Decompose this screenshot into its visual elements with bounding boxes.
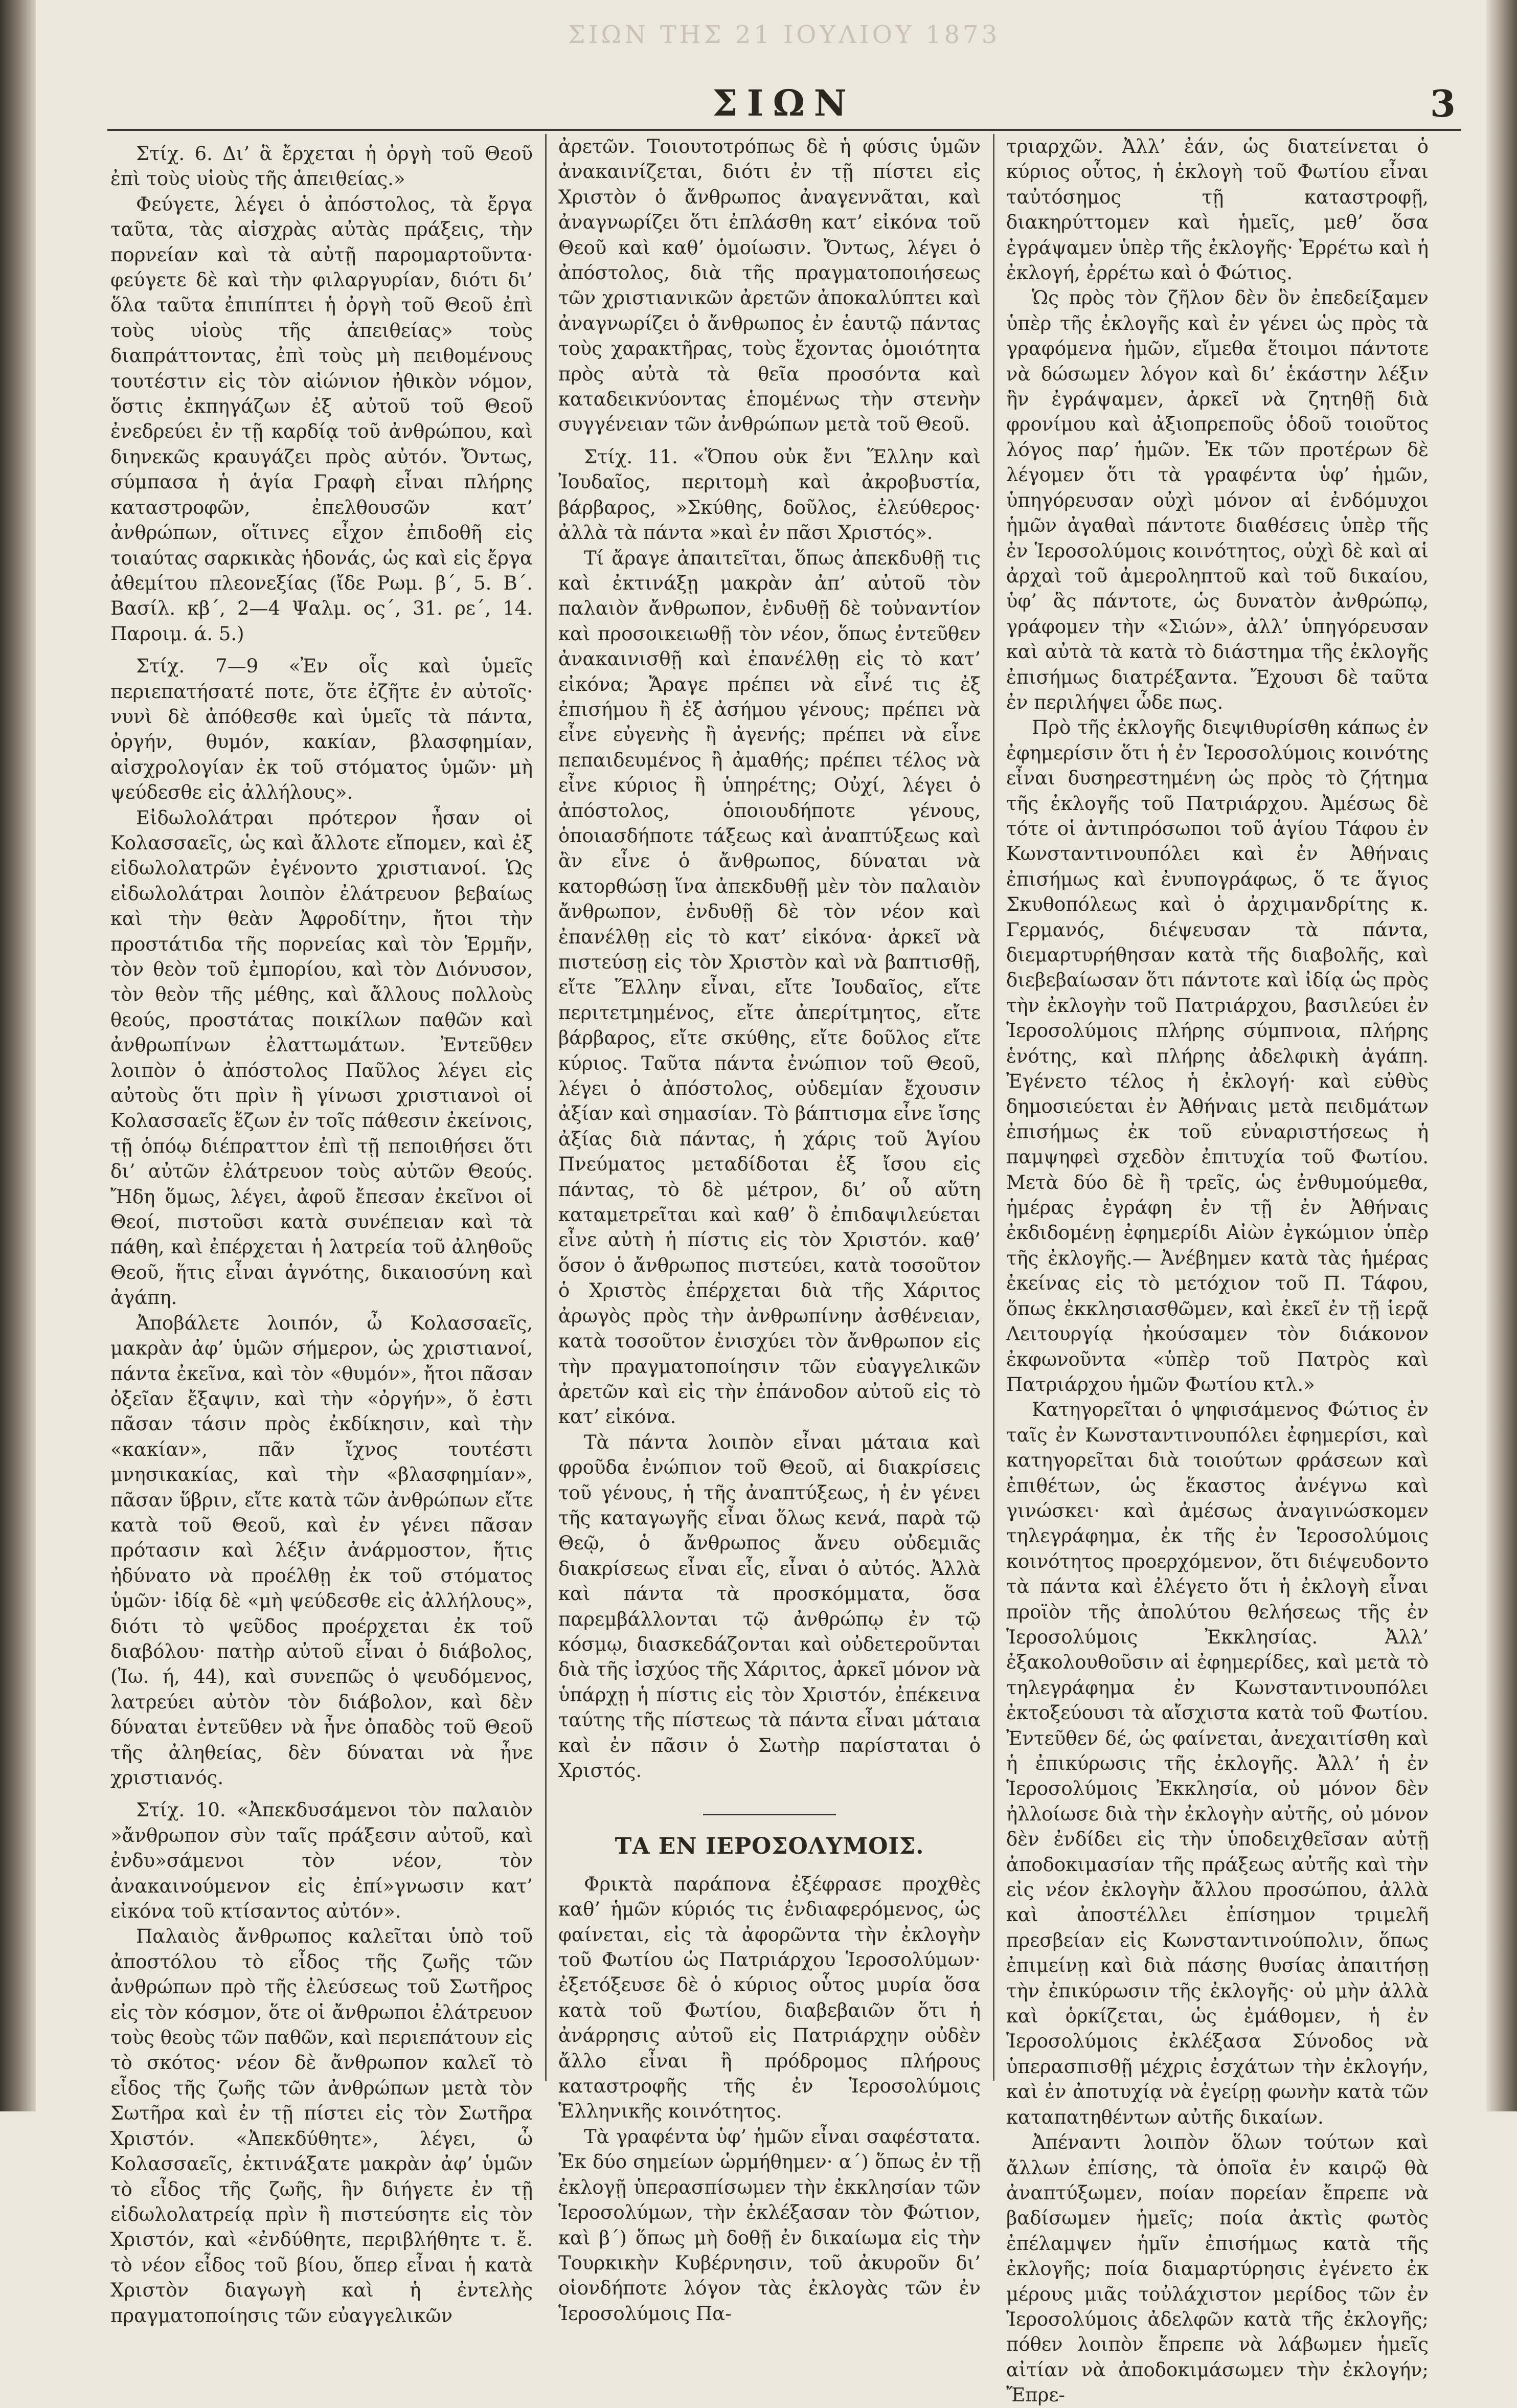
paragraph: Τὰ γραφέντα ὑφ’ ἡμῶν εἶναι σαφέστατα. Ἐκ δύο σημείων ὡρμήθημεν· α΄) ὅπως ἐν τῇ ἐκλογῇ ὑπερασπίσωμεν τὴν ἐκκλησίαν τῶν Ἱεροσολύμων, τὴν ἐκλέξασαν τὸν Φώτιον, καὶ β΄) ὅπως μὴ δοθῇ ἐν δικαίωμα εἰς τὴν Τουρκικὴν Κυβέρνησιν, τοῦ ἀκυροῦν δι’ οἱονδήποτε λόγον τὰς ἐκλογὰς τῶν ἐν Ἱεροσολύμοις Πα- <box>558 2125 981 2325</box>
newspaper-title: ΣΙΩΝ <box>712 82 856 124</box>
verse-11: Στίχ. 11. «Ὅπου οὐκ ἔνι Ἕλλην καὶ Ἰουδαῖος, περιτομὴ καὶ ἀκροβυστία, βάρβαρος, »Σκύθης, δοῦλος, ἐλεύθερος· ἀλλὰ τὰ πάντα »καὶ ἐν πᾶσι Χριστός». <box>558 445 981 544</box>
paragraph: Πρὸ τῆς ἐκλογῆς διεψιθυρίσθη κάπως ἐν ἐφημερίσιν ὅτι ἡ ἐν Ἱεροσολύμοις κοινότης εἶναι δυσηρεστημένη ὡς πρὸς τὸ ζήτημα τῆς ἐκλογῆς τοῦ Πατριάρχου. Ἀμέσως δὲ τότε οἱ ἀντιπρόσωποι τοῦ ἁγίου Τάφου ἐν Κωνσταντινουπόλει καὶ ἐν Ἀθήναις ἐπισήμως καὶ ἐνυπογράφως, ὅ τε ἅγιος Σκυθοπόλεως καὶ ὁ ἀρχιμανδρίτης κ. Γερμανός, διέψευσαν τὰ πάντα, διεμαρτυρήθησαν κατὰ τῆς διαβολῆς, καὶ διεβεβαίωσαν ὅτι πάντοτε καὶ ἰδίᾳ ὡς πρὸς τὴν ἐκλογὴν τοῦ Πατριάρχου, βασιλεύει ἐν Ἱεροσολύμοις πλήρης σύμπνοια, πλήρης ἑνότης, καὶ πλήρης ἀδελφικὴ ἀγάπη. Ἐγένετο τέλος ἡ ἐκλογή· καὶ εὐθὺς δημοσιεύεται ἐν Ἀθήναις μετὰ πειδμάτων ἐπισήμως ἐκ τοῦ εὐναριστήσεως ἡ παμψηφεὶ σχεδὸν ἐπιτυχία τοῦ Φωτίου. Μετὰ δύο δὲ ἢ τρεῖς, ὡς ἐνθυμούμεθα, ἡμέρας ἐγράφη ἐν τῇ ἐν Ἀθήναις ἐκδιδομένῃ ἐφημερίδι Αἰὼν ἐγκώμιον ὑπὲρ τῆς ἐκλογῆς.— Ἀνέβημεν κατὰ τὰς ἡμέρας ἐκείνας εἰς τὸ μετόχιον τοῦ Π. Τάφου, ὅπως ἐκκλησιασθῶμεν, καὶ ἐκεῖ ἐν τῇ ἱερᾷ Λειτουργίᾳ ἠκούσαμεν τὸν διάκονον ἐκφωνοῦντα «ὑπὲρ τοῦ Πατρὸς καὶ Πατριάρχου ἡμῶν Φωτίου κτλ.» <box>1006 716 1429 1396</box>
column-divider-1 <box>545 134 547 2081</box>
paragraph: Φρικτὰ παράπονα ἐξέφρασε προχθὲς καθ’ ἡμῶν κύριός τις ἐνδιαφερόμενος, ὡς φαίνεται, εἰς τὰ ἀφορῶντα τὴν ἐκλογὴν τοῦ Φωτίου ὡς Πατριάρχου Ἱεροσολύμων· ἐξετόξευσε δὲ ὁ κύριος οὗτος μυρία ὅσα κατὰ τοῦ Φωτίου, διαβεβαιῶν ὅτι ἡ ἀνάρρησις αὐτοῦ εἰς Πατριάρχην οὐδὲν ἄλλο εἶναι ἢ πρόδρομος πλήρους καταστροφῆς τῆς ἐν Ἱεροσολύμοις Ἑλληνικῆς κοινότητος. <box>558 1873 981 2123</box>
verse-10: Στίχ. 10. «Ἀπεκδυσάμενοι τὸν παλαιὸν »ἄνθρωπον σὺν ταῖς πράξεσιν αὐτοῦ, καὶ ἐνδυ»σάμενοι τὸν νέον, τὸν ἀνακαινούμενον εἰς ἐπί»γνωσιν κατ’ εἰκόνα τοῦ κτίσαντος αὐτόν». <box>110 1799 533 1923</box>
column-divider-2 <box>993 134 994 2081</box>
paragraph: Τί ἄραγε ἀπαιτεῖται, ὅπως ἀπεκδυθῇ τις καὶ ἐκτινάξῃ μακρὰν ἀπ’ αὐτοῦ τὸν παλαιὸν ἄνθρωπον, ἐνδυθῇ δὲ τοὐναντίον καὶ προσοικειωθῇ τὸν νέον, ὅπως ἐντεῦθεν ἀνακαινισθῇ καὶ ἐπανέλθῃ εἰς τὸ κατ’ εἰκόνα; Ἄραγε πρέπει νὰ εἶνέ τις ἐξ ἐπισήμου ἢ ἐξ ἀσήμου γένους; πρέπει νὰ εἶνε εὐγενὴς ἢ ἀγενής; πρέπει νὰ εἶνε πεπαιδευμένος ἢ ἀμαθής; πρέπει τέλος νὰ εἶνε κύριος ἢ ὑπηρέτης; Οὐχί, λέγει ὁ ἀπόστολος, ὁποιουδήποτε γένους, ὁποιασδήποτε τάξεως καὶ ἀναπτύξεως καὶ ἂν εἶνε ὁ ἄνθρωπος, δύναται νὰ κατορθώσῃ ἵνα ἀπεκδυθῇ μὲν τὸν παλαιὸν ἄνθρωπον, ἐνδυθῇ δὲ τὸν νέον καὶ ἐπανέλθῃ εἰς τὸ κατ’ εἰκόνα· ἀρκεῖ νὰ πιστεύσῃ εἰς τὸν Χριστὸν καὶ νὰ βαπτισθῇ, εἴτε Ἕλλην εἶναι, εἴτε Ἰουδαῖος, εἴτε περιτετμημένος, εἴτε ἀπερίτμητος, εἴτε βάρβαρος, εἴτε σκύθης, εἴτε δοῦλος εἴτε κύριος. Ταῦτα πάντα ἐνώπιον τοῦ Θεοῦ, λέγει ὁ ἀπόστολος, οὐδεμίαν ἔχουσιν ἀξίαν καὶ σημασίαν. Τὸ βάπτισμα εἶνε ἴσης ἀξίας διὰ πάντας, ἡ χάρις τοῦ Ἁγίου Πνεύματος μεταδίδοται ἐξ ἴσου εἰς πάντας, τὸ δὲ μέτρον, δι’ οὗ αὕτη καταμετρεῖται καὶ καθ’ ὃ ἐπιδαψιλεύεται εἶνε αὐτὴ ἡ πίστις εἰς τὸν Χριστόν. καθ’ ὅσον ὁ ἄνθρωπος πιστεύει, κατὰ τοσοῦτον ὁ Χριστὸς ἐπέρχεται διὰ τῆς Χάριτος ἀρωγὸς πρὸς τὴν ἀνθρωπίνην ἀσθένειαν, κατὰ τοσοῦτον ἐνισχύει τὸν ἄνθρωπον εἰς τὴν πραγματοποίησιν τῶν εὐαγγελικῶν ἀρετῶν καὶ εἰς τὴν ἐπάνοδον αὐτοῦ εἰς τὸ κατ’ εἰκόνα. <box>558 547 981 1428</box>
verse-6: Στίχ. 6. Δι’ ἃ ἔρχεται ἡ ὀργὴ τοῦ Θεοῦ ἐπὶ τοὺς υἱοὺς τῆς ἀπειθείας.» <box>110 143 533 190</box>
paragraph: Κατηγορεῖται ὁ ψηφισάμενος Φώτιος ἐν ταῖς ἐν Κωνσταντινουπόλει ἐφημερίσι, καὶ κατηγορεῖται διὰ τοιούτων φράσεων καὶ ἐπιθέτων, ὡς ἕκαστος ἀνέγνω καὶ γινώσκει· καὶ ἀμέσως ἀναγινώσκομεν τηλεγράφημα, ἐκ τῆς ἐν Ἱεροσολύμοις κοινότητος προερχόμενον, ὅτι διέψευδοντο τὰ πάντα καὶ ἐλέγετο ὅτι ἡ ἐκλογὴ εἶναι προϊὸν τῆς ἀπολύτου θελήσεως τῆς ἐν Ἱεροσολύμοις Ἐκκλησίας. Ἀλλ’ ἐξακολουθοῦσιν αἱ ἐφημερίδες, καὶ μετὰ τὸ τηλεγράφημα ἐν Κωνσταντινουπόλει ἐκτοξεύουσι τὰ αἴσχιστα κατὰ τοῦ Φωτίου. Ἐντεῦθεν δέ, ὡς φαίνεται, ἀνεχαιτίσθη καὶ ἡ ἐπικύρωσις τῆς ἐκλογῆς. Ἀλλ’ ἡ ἐν Ἱεροσολύμοις Ἐκκλησία, οὐ μόνον δὲν ἠλλοίωσε διὰ τὴν ἐκλογὴν αὐτῆς, οὐ μόνον δὲν ἐνδίδει εἰς τὴν ὑποδειχθεῖσαν αὐτῇ ἀποδοκιμασίαν τῆς πράξεως αὐτῆς καὶ τὴν εἰς νέον ἐκλογὴν ἄλλου προσώπου, ἀλλὰ καὶ ἀποστέλλει ἐπίσημον τριμελῆ πρεσβείαν εἰς Κωνσταντινούπολιν, ὅπως ἐπιμείνῃ καὶ διὰ πάσης θυσίας ἀπαιτήσῃ τὴν ἐπικύρωσιν τῆς ἐκλογῆς· οὐ μὴν ἀλλὰ καὶ ὁρκίζεται, ὡς ἐμάθομεν, ἡ ἐν Ἱεροσολύμοις ἐκλέξασα Σύνοδος νὰ ὑπερασπισθῇ μέχρις ἐσχάτων τὴν ἐκλογήν, καὶ ἐν ἀποτυχίᾳ νὰ ἐγείρῃ φωνὴν κατὰ τῶν καταπατηθέντων αὐτῆς δικαίων. <box>1006 1399 1429 2128</box>
paragraph: Ἀποβάλετε λοιπόν, ὦ Κολασσαεῖς, μακρὰν ἀφ’ ὑμῶν σήμερον, ὡς χριστιανοί, πάντα ἐκεῖνα, καὶ τὸν «θυμόν», ἤτοι πᾶσαν ὀξεῖαν ἔξαψιν, καὶ τὴν «ὀργήν», ὅ ἐστι πᾶσαν τάσιν πρὸς ἐκδίκησιν, καὶ τὴν «κακίαν», πᾶν ἴχνος τουτέστι μνησικακίας, καὶ τὴν «βλασφημίαν», πᾶσαν ὕβριν, εἴτε κατὰ τῶν ἀνθρώπων εἴτε κατὰ τοῦ Θεοῦ, καὶ ἐν γένει πᾶσαν πρότασιν καὶ λέξιν ἀνάρμοστον, ἥτις ἠδύνατο νὰ προέλθῃ ἐκ τοῦ στόματος ὑμῶν· ἰδίᾳ δὲ «μὴ ψεύδεσθε εἰς ἀλλήλους», διότι τὸ ψεῦδος προέρχεται ἐκ τοῦ διαβόλου· πατὴρ αὐτοῦ εἶναι ὁ διάβολος, (Ἰω. ή, 44), καὶ συνεπῶς ὁ ψευδόμενος, λατρεύει αὐτὸν τὸν διάβολον, καὶ δὲν δύναται ἐντεῦθεν νὰ ἦνε ὀπαδὸς τοῦ Θεοῦ τῆς ἀληθείας, δὲν δύναται νὰ ἦνε χριστιανός. <box>110 1312 533 1789</box>
paragraph: Φεύγετε, λέγει ὁ ἀπόστολος, τὰ ἔργα ταῦτα, τὰς αἰσχρὰς αὐτὰς πράξεις, τὴν πορνείαν καὶ τὰ αὐτῇ παρομαρτοῦντα· φεύγετε δὲ καὶ τὴν φιλαργυρίαν, διότι δι’ ὅλα ταῦτα ἐπιπίπτει ἡ ὀργὴ τοῦ Θεοῦ ἐπὶ τοὺς υἱοὺς τῆς ἀπειθείας» τοὺς διαπράττοντας, ἐπὶ τοὺς μὴ πειθομένους τουτέστιν εἰς τὸν αἰώνιον ἠθικὸν νόμον, ὅστις ἐκπηγάζων ἐξ αὐτοῦ τοῦ Θεοῦ ἐνεδρεύει ἐν τῇ καρδίᾳ τοῦ ἀνθρώπου, καὶ διηνεκῶς κραυγάζει πρὸς αὐτόν. Ὄντως, σύμπασα ἡ ἁγία Γραφὴ εἶναι πλήρης καταστροφῶν, ἐπελθουσῶν κατ’ ἀνθρώπων, οἵτινες εἶχον ἐπιδοθῆ εἰς τοιαύτας σαρκικὰς ἡδονάς, ὡς καὶ εἰς ἔργα ἀθεμίτου πλεονεξίας (ἴδε Ρωμ. β΄, 5. Β΄. Βασίλ. κβ΄, 2—4 Ψαλμ. ος΄, 31. ρε΄, 14. Παροιμ. ά. 5.) <box>110 193 533 645</box>
paragraph: Ὡς πρὸς τὸν ζῆλον δὲν ὃν ἐπεδείξαμεν ὑπὲρ τῆς ἐκλογῆς καὶ ἐν γένει ὡς πρὸς τὰ γραφόμενα ἡμῶν, εἴμεθα ἕτοιμοι πάντοτε νὰ δώσωμεν λόγον καὶ δι’ ἑκάστην λέξιν ἣν ἐγράψαμεν, ἀρκεῖ νὰ ζητηθῇ διὰ φρονίμου καὶ ἀξιοπρεποῦς ὁδοῦ τοιοῦτος λόγος παρ’ ἡμῶν. Ἐκ τῶν προτέρων δὲ λέγομεν ὅτι τὰ γραφέντα ὑφ’ ἡμῶν, ὑπηγόρευσαν οὐχὶ μόνον αἱ ἐνδόμυχοι ἡμῶν ἀγαθαὶ πάντοτε διαθέσεις ὑπὲρ τῆς ἐν Ἱεροσολύμοις κοινότητος, οὐχὶ δὲ καὶ αἱ ἀρχαὶ τοῦ ἀμεροληπτοῦ καὶ τοῦ δικαίου, ὑφ’ ἃς πάντοτε, ὡς δυνατὸν ἀνθρώπῳ, γράφομεν τὴν «Σιών», ἀλλ’ ὑπηγόρευσαν καὶ αὐτὰ τὰ κατὰ τὸ διάστημα τῆς ἐκλογῆς ἐπισήμως διατρέξαντα. Ἔχουσι δὲ ταῦτα ἐν περιλήψει ὧδε πως. <box>1006 287 1429 713</box>
paragraph: ἀρετῶν. Τοιουτοτρόπως δὲ ἡ φύσις ὑμῶν ἀνακαινίζεται, διότι ἐν τῇ πίστει εἰς Χριστὸν ὁ ἄνθρωπος ἀναγεννᾶται, καὶ ἀναγνωρίζει ὅτι ἐπλάσθη κατ’ εἰκόνα τοῦ Θεοῦ καὶ καθ’ ὁμοίωσιν. Ὄντως, λέγει ὁ ἀπόστολος, διὰ τῆς πραγματοποιήσεως τῶν χριστιανικῶν ἀρετῶν ἀποκαλύπτει καὶ ἀναγνωρίζει ὁ ἄνθρωπος ἐν ἑαυτῷ πάντας τοὺς χαρακτῆρας, τοὺς ἔχοντας ὁμοιότητα πρὸς αὐτὰ τὰ θεῖα προσόντα καὶ καταδεικνύοντας ἑπομένως τὴν στενὴν συγγένειαν τῶν ἀνθρώπων μετὰ τοῦ Θεοῦ. <box>558 136 981 436</box>
paragraph: Ἀπέναντι λοιπὸν ὅλων τούτων καὶ ἄλλων ἐπίσης, τὰ ὁποῖα ἐν καιρῷ θὰ ἀναπτύξωμεν, ποίαν πορείαν ἔπρεπε νὰ βαδίσωμεν ἡμεῖς; ποία ἀκτὶς φωτὸς ἐπέλαμψεν ἡμῖν ἐπισήμως κατὰ τῆς ἐκλογῆς; ποία διαμαρτύρησις ἐγένετο ἐκ μέρους μιᾶς τοὐλάχιστον μερίδος τῶν ἐν Ἱεροσολύμοις ἀδελφῶν κατὰ τῆς ἐκλογῆς; πόθεν λοιπὸν ἔπρεπε νὰ λάβωμεν ἡμεῖς αἰτίαν νὰ ἀποδοκιμάσωμεν τὴν ἐκλογήν; Ἔπρε- <box>1006 2131 1429 2406</box>
paragraph: τριαρχῶν. Ἀλλ’ ἐάν, ὡς διατείνεται ὁ κύριος οὗτος, ἡ ἐκλογὴ τοῦ Φωτίου εἶναι ταὐτόσημος τῇ καταστροφῇ, διακηρύττομεν καὶ ἡμεῖς, μεθ’ ὅσα ἐγράψαμεν ὑπὲρ τῆς ἐκλογῆς· Ἐρρέτω καὶ ἡ ἐκλογή, ἐρρέτω καὶ ὁ Φώτιος. <box>1006 136 1429 284</box>
column-2 <box>558 134 981 2325</box>
masthead <box>107 20 1461 128</box>
binding-shadow-left <box>0 0 36 2111</box>
paragraph: Παλαιὸς ἄνθρωπος καλεῖται ὑπὸ τοῦ ἀποστόλου τὸ εἶδος τῆς ζωῆς τῶν ἀνθρώπων πρὸ τῆς ἐλεύσεως τοῦ Σωτῆρος εἰς τὸν κόσμον, ὅτε οἱ ἄνθρωποι ἐλάτρευον τοὺς θεοὺς τῶν παθῶν, καὶ περιεπάτουν εἰς τὸ σκότος· νέον δὲ ἄνθρωπον καλεῖ τὸ εἶδος τῆς ζωῆς τῶν ἀνθρώπων μετὰ τὸν Σωτῆρα καὶ ἐν τῇ πίστει εἰς τὸν Σωτῆρα Χριστόν. «Ἀπεκδύθητε», λέγει, ὦ Κολασσαεῖς, ἐκτινάξατε μακρὰν ἀφ’ ὑμῶν τὸ εἶδος τῆς ζωῆς, ἣν διήγετε ἐν τῇ εἰδωλολατρείᾳ πρὶν ἢ πιστεύσητε εἰς τὸν Χριστόν, καὶ «ἐνδύθητε, περιβλήθητε τ. ἔ. τὸ νέον εἶδος τοῦ βίου, ὅπερ εἶναι ἡ κατὰ Χριστὸν διαγωγὴ καὶ ἡ ἐντελὴς πραγματοποίησις τῶν εὐαγγελικῶν <box>110 1925 533 2327</box>
column-3 <box>1006 134 1429 2406</box>
bleed-through-text: ΣΙΩΝ ΤΗΣ 21 ΙΟΥΛΙΟΥ 1873 <box>568 20 1001 49</box>
header-rule <box>107 129 1461 131</box>
section-heading: ΤΑ ΕΝ ΙΕΡΟΣΟΛΥΜΟΙΣ. <box>615 1833 924 1860</box>
binding-shadow-right <box>1486 0 1517 2111</box>
section-separator <box>703 1814 836 1815</box>
column-1 <box>110 134 533 2327</box>
paragraph: Τὰ πάντα λοιπὸν εἶναι μάταια καὶ φροῦδα ἐνώπιον τοῦ Θεοῦ, αἱ διακρίσεις τοῦ γένους, ἡ τῆς ἀναπτύξεως, ἡ ἐν γένει τῆς καταγωγῆς εἶναι ὅλως κενά, παρὰ τῷ Θεῷ, ὁ ἄνθρωπος ἄνευ οὐδεμιᾶς διακρίσεως εἶναι εἷς, εἶναι ὁ αὐτός. Ἀλλὰ καὶ πάντα τὰ προσκόμματα, ὅσα παρεμβάλλονται τῷ ἀνθρώπῳ ἐν τῷ κόσμῳ, διασκεδάζονται καὶ οὐδετεροῦνται διὰ τῆς ἰσχύος τῆς Χάριτος, ἀρκεῖ μόνον νὰ ὑπάρχῃ ἡ πίστις εἰς τὸν Χριστόν, ἐπέκεινα ταύτης τῆς πίστεως τὰ πάντα εἶναι μάταια καὶ ἐν πᾶσιν ὁ Σωτὴρ παρίσταται ὁ Χριστός. <box>558 1431 981 1782</box>
verse-7-9: Στίχ. 7—9 «Ἐν οἷς καὶ ὑμεῖς περιεπατήσατέ ποτε, ὅτε ἐζῆτε ἐν αὐτοῖς· νυνὶ δὲ ἀπόθεσθε καὶ ὑμεῖς τὰ πάντα, ὀργήν, θυμόν, κακίαν, βλασφημίαν, αἰσχρολογίαν ἐκ τοῦ στόματος ὑμῶν· μὴ ψεύδεσθε εἰς ἀλλήλους». <box>110 655 533 804</box>
paragraph: Εἰδωλολάτραι πρότερον ἦσαν οἱ Κολασσαεῖς, ὡς καὶ ἄλλοτε εἴπομεν, καὶ ἐξ εἰδωλολατρῶν ἐγένοντο χριστιανοί. Ὡς εἰδωλολάτραι λοιπὸν ἐλάτρευον βεβαίως καὶ τὴν θεὰν Ἀφροδίτην, ἤτοι τὴν προστάτιδα τῆς πορνείας καὶ τὸν Ἑρμῆν, τὸν θεὸν τοῦ ἐμπορίου, καὶ τὸν Διόνυσον, τὸν θεὸν τῆς μέθης, καὶ ἄλλους πολλοὺς θεούς, προστάτας ποικίλων παθῶν καὶ ἀνθρωπίνων ἐλαττωμάτων. Ἐντεῦθεν λοιπὸν ὁ ἀπόστολος Παῦλος λέγει εἰς αὐτοὺς ὅτι πρὶν ἢ γίνωσι χριστιανοὶ οἱ Κολασσαεῖς ἔζων ἐν τοῖς πάθεσιν ἐκείνοις, τῇ ὁπόῳ διέπραττον ἐπὶ τῇ πεποιθήσει ὅτι δι’ αὐτῶν ἐλάτρευον τοὺς αὐτῶν Θεούς. Ἤδη ὅμως, λέγει, ἀφοῦ ἔπεσαν ἐκεῖνοι οἱ Θεοί, πιστοῦσι κατὰ συνέπειαν καὶ τὰ πάθη, καὶ ἐπέρχεται ἡ λατρεία τοῦ ἀληθοῦς Θεοῦ, ἥτις εἶναι ἁγνότης, δικαιοσύνη καὶ ἀγάπη. <box>110 806 533 1309</box>
page-number: 3 <box>1430 82 1456 125</box>
